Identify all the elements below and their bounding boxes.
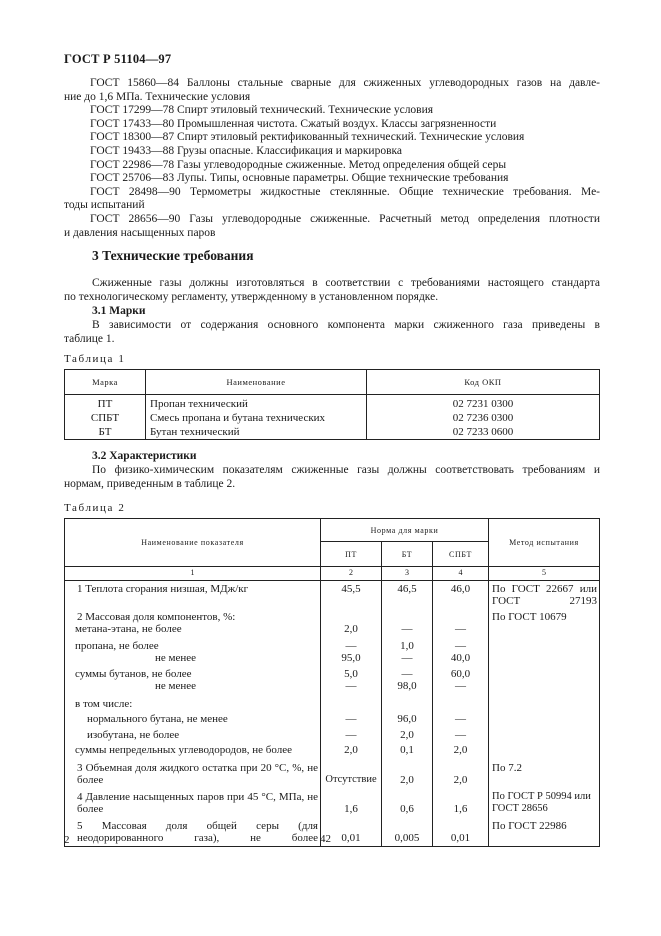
column-header: ПТ xyxy=(321,542,382,567)
reference-title: Газы углеводородные сжиженные. Метод определения общей серы xyxy=(177,158,507,171)
reference-list xyxy=(64,77,600,240)
reference-code: ГОСТ 25706—83 xyxy=(90,172,175,185)
table-caption: Таблица 1 xyxy=(64,353,126,365)
document-code: ГОСТ Р 51104—97 xyxy=(64,52,172,66)
reference-code: ГОСТ 15860—84 xyxy=(90,77,180,89)
reference-code: ГОСТ 28498—90 xyxy=(90,185,181,198)
table-row: изобутана, не более — 2,0 — xyxy=(65,726,600,742)
reference-code: ГОСТ 22986—78 xyxy=(90,158,175,171)
reference-title-cont: ние до 1,6 МПа. Технические условия xyxy=(64,90,251,103)
reference-item xyxy=(64,118,600,132)
table-row: 1 Теплота сгорания низшая, МДж/кг 45,5 46,5 46,0 По ГОСТ 22667 или ГОСТ 27193 xyxy=(65,580,600,608)
column-header: СПБТ xyxy=(433,542,489,567)
reference-item xyxy=(64,77,600,104)
table-row: в том числе: xyxy=(65,693,600,711)
column-header: Наименование показателя xyxy=(65,519,321,567)
table-row: пропана, не более — 1,0 — xyxy=(65,636,600,653)
table-row: БТ Бутан технический 02 7233 0600 xyxy=(65,425,600,440)
table-row: нормального бутана, не менее — 96,0 — xyxy=(65,710,600,726)
reference-title: Термометры жидкостные стеклянные. Общие технические требования. Ме- xyxy=(189,185,600,198)
page-number-center: 42 xyxy=(320,833,331,845)
reference-item xyxy=(64,131,600,145)
column-header: Марка xyxy=(65,370,146,395)
table-row: не менее — 98,0 — xyxy=(65,680,600,693)
table-row: 3 Объемная доля жидкого остатка при 20 °С, %, не более Отсутствие 2,0 2,0 По 7.2 xyxy=(65,757,600,787)
reference-item xyxy=(64,159,600,173)
table-row: ПТ Пропан технический 02 7231 0300 xyxy=(65,395,600,412)
reference-title: Лупы. Типы, основные параметры. Общие технические требования xyxy=(177,172,509,185)
reference-code: ГОСТ 17433—80 xyxy=(90,117,175,130)
reference-item xyxy=(64,172,600,186)
subsection-title: 3.1 Марки xyxy=(92,305,146,317)
subsection-title: 3.2 Характеристики xyxy=(92,450,197,462)
table-row: метана-этана, не более 2,0 — — xyxy=(65,623,600,636)
reference-title-cont: и давления насыщенных паров xyxy=(64,226,216,239)
column-header: Метод испытания xyxy=(489,519,600,567)
reference-item xyxy=(64,213,600,240)
reference-title: Газы углеводородные сжиженные. Расчетный метод определения плотности xyxy=(189,212,600,225)
section-title: 3 Технические требования xyxy=(92,248,254,263)
reference-title: Спирт этиловый технический. Технические условия xyxy=(177,104,434,117)
reference-item xyxy=(64,104,600,118)
reference-title: Грузы опасные. Классификация и маркировка xyxy=(177,144,403,157)
reference-title: Спирт этиловый ректификованный технический. Технические условия xyxy=(177,131,525,144)
table-grades xyxy=(64,369,600,440)
column-header: Наименование xyxy=(146,370,367,395)
column-header: Код ОКП xyxy=(367,370,600,395)
table-caption: Таблица 2 xyxy=(64,502,126,514)
reference-title: Баллоны стальные сварные для сжиженных углеводородных газов на давле- xyxy=(186,77,601,89)
table-row: 4 Давление насыщенных паров при 45 °С, МПа, не более 1,6 0,6 1,6 По ГОСТ Р 50994 или ГОСТ 28656 xyxy=(65,787,600,816)
reference-code: ГОСТ 18300—87 xyxy=(90,131,175,144)
column-header: Норма для марки xyxy=(321,519,489,542)
reference-title: Промышленная чистота. Сжатый воздух. Классы загрязненности xyxy=(177,117,497,130)
page-number-left: 2 xyxy=(64,834,70,846)
table-row: 2 Массовая доля компонентов, %: По ГОСТ 10679 xyxy=(65,608,600,624)
reference-title-cont: тоды испытаний xyxy=(64,199,145,212)
reference-item xyxy=(64,145,600,159)
table-characteristics xyxy=(64,518,600,847)
table-row: СПБТ Смесь пропана и бутана технических 02 7236 0300 xyxy=(65,411,600,425)
table-row: 5 Массовая доля общей серы (для неодорированного газа), не более 0,01 0,005 0,01 По ГОСТ 22986 xyxy=(65,816,600,847)
reference-code: ГОСТ 28656—90 xyxy=(90,212,181,225)
reference-code: ГОСТ 19433—88 xyxy=(90,144,175,157)
reference-code: ГОСТ 17299—78 xyxy=(90,104,175,117)
column-header: БТ xyxy=(382,542,433,567)
table-row: суммы непредельных углеводородов, не более 2,0 0,1 2,0 xyxy=(65,741,600,757)
subsection-characteristics: 3.2 Характеристики По физико-химическим показателям сжиженные газы должны соответствовать требованиям и нормам, приведенным в таблице 2. xyxy=(64,450,600,490)
column-numbers-row: 1 2 3 4 5 xyxy=(65,567,600,581)
section-intro: Сжиженные газы должны изготовляться в соответствии с требованиями настоящего стандарта по технологическому регламенту, утвержденному в установленном порядке. 3.1 Марки В зависимости от содержания основного компонента марки сжиженного газа приведены в таблице 1. xyxy=(64,277,600,345)
reference-item xyxy=(64,186,600,213)
table-row: суммы бутанов, не более 5,0 — 60,0 xyxy=(65,665,600,681)
table-row: не менее 95,0 — 40,0 xyxy=(65,652,600,665)
